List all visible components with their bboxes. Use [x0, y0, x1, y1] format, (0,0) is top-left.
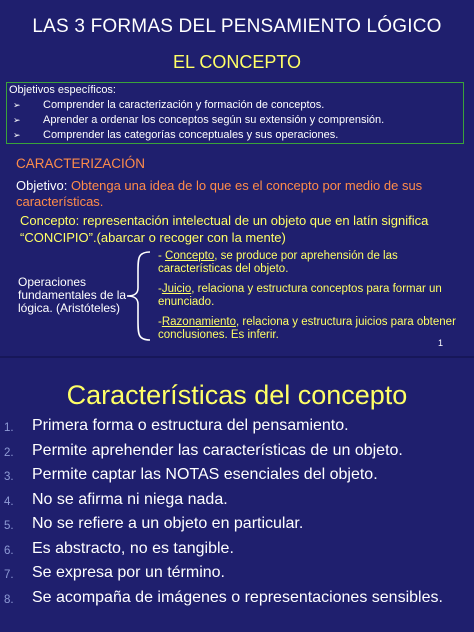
operations-label: Operaciones fundamentales de la lógica. (Aristóteles)	[18, 275, 127, 315]
objective-text: Comprender las categorías conceptuales y sus operaciones.	[43, 129, 339, 141]
definition-prefix: -	[158, 316, 162, 328]
list-text: Es abstracto, no es tangible.	[32, 539, 234, 557]
slide-2	[0, 358, 474, 632]
definition-term: Concepto	[165, 250, 215, 262]
arrow-bullet-icon: ➢	[13, 100, 21, 110]
list-number: 2.	[4, 446, 14, 459]
definition-text: , relaciona y estructura conceptos para formar un enunciado.	[158, 283, 442, 308]
list-item	[0, 490, 474, 509]
list-number: 6.	[4, 544, 14, 557]
definition-prefix: -	[158, 250, 166, 262]
slide-1-subtitle: EL CONCEPTO	[172, 52, 302, 72]
list-number: 1.	[4, 422, 14, 434]
definition-item	[158, 283, 458, 309]
definition-term: Razonamiento	[161, 316, 236, 328]
list-item	[0, 563, 474, 582]
objective-text: Comprender la caracterización y formación de conceptos.	[43, 99, 325, 111]
section-heading: CARACTERIZACIÓN	[16, 156, 146, 171]
list-text: No se afirma ni niega nada.	[32, 490, 228, 508]
slide-2-title: Características del concepto	[66, 380, 408, 410]
objective-label: Objetivo:	[16, 178, 68, 193]
list-text: Se acompaña de imágenes o representaciones sensibles.	[32, 588, 443, 606]
definition-text: , relaciona y estructura juicios para obtener conclusiones. Es inferir.	[158, 316, 456, 341]
list-item	[0, 465, 474, 484]
objectives-heading: Objetivos específicos:	[9, 84, 116, 96]
list-item	[0, 539, 474, 558]
list-text: Se expresa por un término.	[32, 564, 225, 581]
list-text: Permite captar las NOTAS esenciales del objeto.	[32, 466, 378, 483]
characteristics-list	[0, 416, 474, 612]
definition-item	[158, 316, 458, 342]
objective-item	[9, 113, 461, 128]
definitions-list	[158, 250, 458, 349]
list-number: 8.	[4, 593, 14, 606]
slide-1-title: LAS 3 FORMAS DEL PENSAMIENTO LÓGICO	[32, 16, 442, 37]
list-number: 7.	[4, 569, 14, 581]
definition-text: , se produce por aprehensión de las características del objeto.	[158, 250, 398, 275]
list-item	[0, 416, 474, 435]
list-number: 5.	[4, 520, 14, 532]
definition-item	[158, 250, 458, 276]
list-item	[0, 441, 474, 460]
page-number: 1	[438, 338, 444, 348]
list-text: No se refiere a un objeto en particular.	[32, 515, 304, 532]
list-number: 4.	[4, 495, 14, 508]
definition-term: Juicio	[161, 283, 192, 295]
list-item	[0, 588, 474, 607]
list-item	[0, 514, 474, 533]
arrow-bullet-icon: ➢	[13, 130, 21, 140]
objective-description: Obtenga una idea de lo que es el concepto por medio de sus características.	[16, 178, 423, 209]
list-text: Primera forma o estructura del pensamiento.	[32, 417, 349, 434]
list-number: 3.	[4, 471, 14, 483]
objective-item	[9, 98, 461, 113]
objective-text: Aprender a ordenar los conceptos según su extensión y comprensión.	[43, 114, 385, 126]
concept-definition: Concepto: representación intelectual de un objeto que en latín significa “CONCIPIO”.(abarcar o recoger con la mente)	[20, 213, 429, 245]
list-text: Permite aprehender las características de un objeto.	[32, 441, 403, 459]
objective-item	[9, 128, 461, 143]
objective-row	[16, 178, 466, 210]
objectives-box	[6, 82, 464, 144]
curly-brace-icon	[124, 250, 154, 342]
definition-prefix: -	[158, 283, 162, 295]
arrow-bullet-icon: ➢	[13, 115, 21, 125]
